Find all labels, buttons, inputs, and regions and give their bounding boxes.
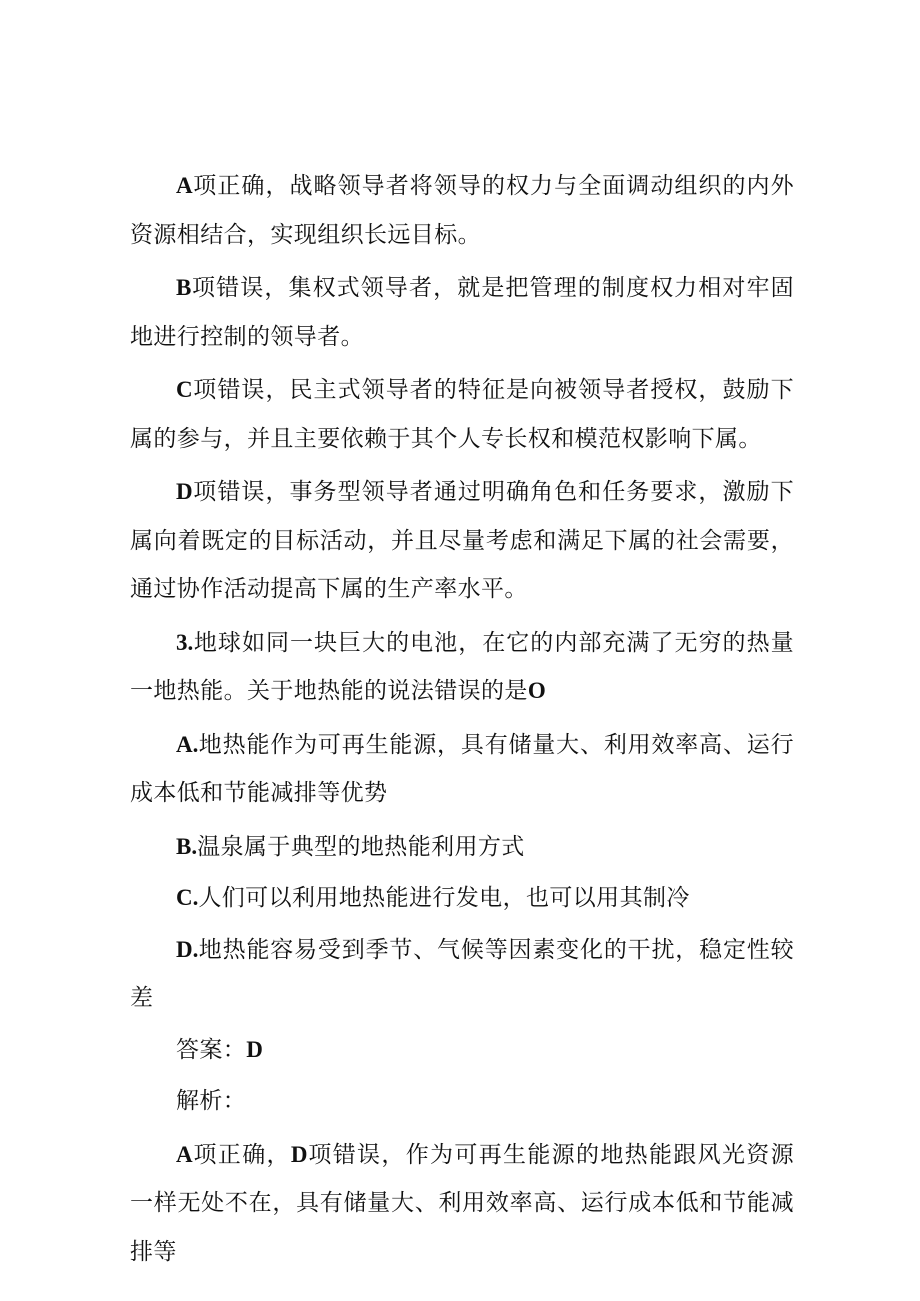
option-letter: C xyxy=(176,377,193,402)
explanation-c xyxy=(130,366,794,463)
answer-label: 答案： xyxy=(176,1036,247,1063)
option-label: B. xyxy=(176,833,198,859)
document-body xyxy=(130,162,794,1276)
question-number: 3. xyxy=(176,629,194,655)
explanation-text: 项正确，战略领导者将领导的权力与全面调动组织的内外资源相结合，实现组织长远目标。 xyxy=(130,173,794,248)
option-text: 人们可以利用地热能进行发电，也可以用其制冷 xyxy=(198,885,690,911)
option-label: A. xyxy=(176,731,199,757)
option-letter: A xyxy=(176,173,193,198)
question-blank: O xyxy=(527,678,546,703)
analysis-body: 项错误，作为可再生能源的地热能跟风光资源一样无处不在，具有储量大、利用效率高、运行成本低和节能减排等 xyxy=(130,1141,794,1265)
option-c xyxy=(130,874,794,923)
explanation-a xyxy=(130,162,794,259)
option-letter: B xyxy=(176,275,192,300)
analysis-text xyxy=(130,1131,794,1277)
option-label: C. xyxy=(176,885,199,910)
question-text: 地球如同一块巨大的电池，在它的内部充满了无穷的热量一地热能。关于地热能的说法错误的是 xyxy=(130,629,794,704)
option-letter: D xyxy=(176,479,193,504)
explanation-d xyxy=(130,468,794,614)
option-d xyxy=(130,926,794,1023)
option-label: D. xyxy=(176,936,199,962)
explanation-b xyxy=(130,264,794,361)
analysis-mid: 项正确， xyxy=(192,1141,291,1168)
option-a xyxy=(130,721,794,818)
answer-value: D xyxy=(246,1036,263,1062)
explanation-text: 项错误，事务型领导者通过明确角色和任务要求，激励下属向着既定的目标活动，并且尽量考虑和满足下属的社会需要，通过协作活动提高下属的生产率水平。 xyxy=(130,479,794,602)
analysis-heading: 解析： xyxy=(176,1088,247,1114)
option-letter: A xyxy=(176,1141,193,1167)
option-b xyxy=(130,823,794,872)
question-3 xyxy=(130,619,794,716)
explanation-text: 项错误，集权式领导者，就是把管理的制度权力相对牢固地进行控制的领导者。 xyxy=(130,275,794,350)
option-text: 地热能作为可再生能源，具有储量大、利用效率高、运行成本低和节能减排等优势 xyxy=(130,731,794,806)
option-letter: D xyxy=(290,1141,308,1167)
analysis-label xyxy=(130,1077,794,1126)
option-text: 温泉属于典型的地热能利用方式 xyxy=(197,833,525,860)
explanation-text: 项错误，民主式领导者的特征是向被领导者授权，鼓励下属的参与，并且主要依赖于其个人专长权和模范权影响下属。 xyxy=(130,377,794,452)
answer-line xyxy=(130,1026,794,1075)
option-text: 地热能容易受到季节、气候等因素变化的干扰，稳定性较差 xyxy=(130,936,794,1011)
